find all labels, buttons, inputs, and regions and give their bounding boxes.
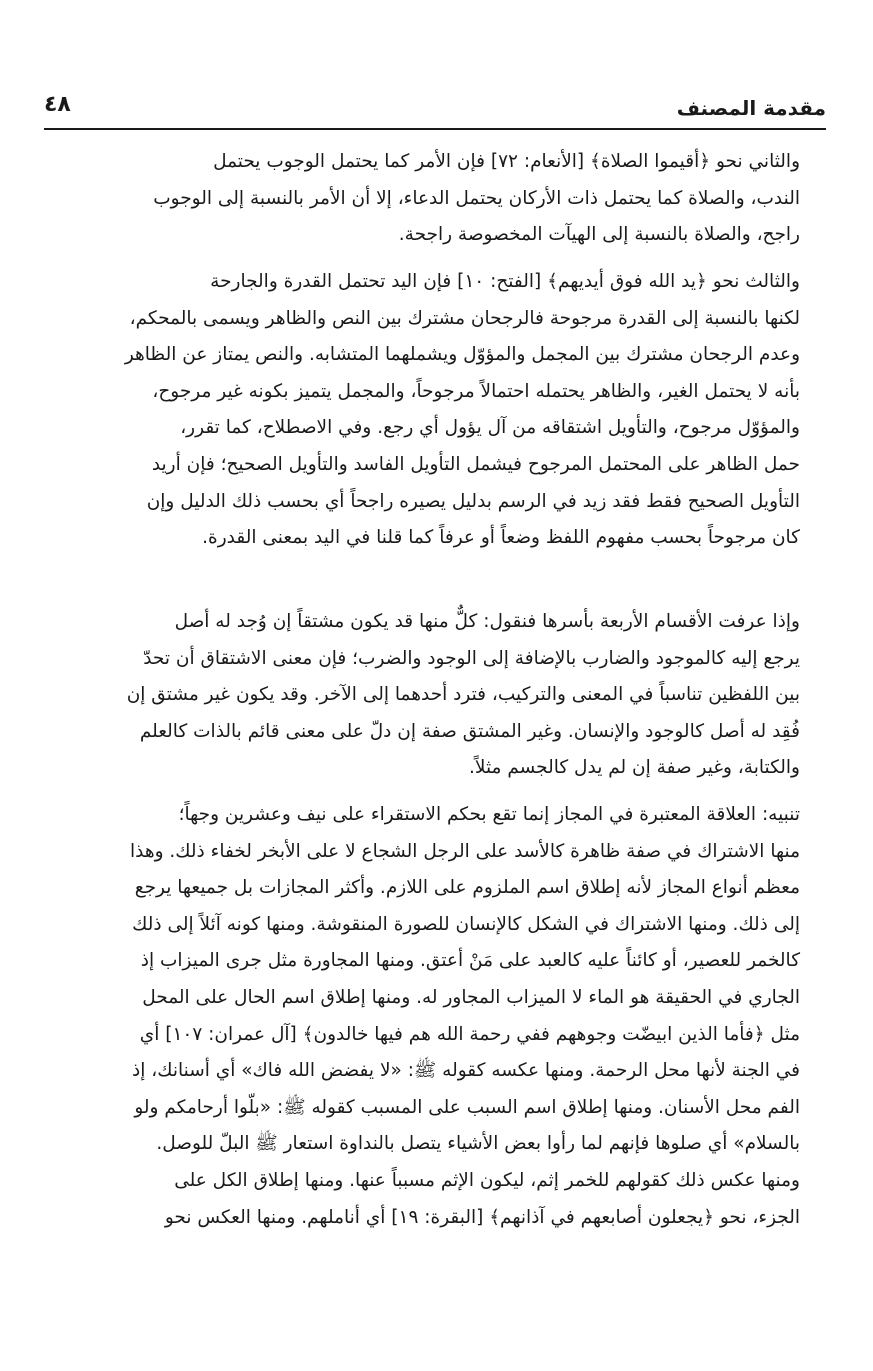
text-line: وعدم الرجحان مشترك بين المجمل والمؤوّل ويشملهما المتشابه. والنص يمتاز عن الظاهر: [124, 344, 800, 366]
book-page: [44, 90, 826, 1236]
body-text: [44, 144, 826, 1236]
text-line: والثاني نحو ﴿أقيموا الصلاة﴾ [الأنعام: ٧٢] فإن الأمر كما يحتمل الوجوب يحتمل: [213, 151, 800, 172]
paragraph: [44, 797, 826, 1236]
text-line: لكنها بالنسبة إلى القدرة مرجوحة فالرجحان مشترك بين النص والظاهر ويسمى بالمحكم،: [129, 307, 800, 329]
text-line: يرجع إليه كالموجود والضارب بالإضافة إلى الوجود والضرب؛ فإن معنى الاشتقاق أن تحدّ: [143, 647, 800, 669]
text-line: حمل الظاهر على المحتمل المرجوح فيشمل التأويل الفاسد والتأويل الصحيح؛ فإن أريد: [151, 453, 800, 475]
text-line: الجاري في الحقيقة هو الماء لا الميزاب المجاور له. ومنها إطلاق اسم الحال على المحل: [142, 986, 800, 1008]
text-line: والمؤوّل مرجوح، والتأويل اشتقاقه من آل يؤول أي رجع. وفي الاصطلاح، كما تقرر،: [180, 417, 800, 439]
text-line: بالسلام» أي صلوها فإنهم لما رأوا بعض الأشياء يتصل بالنداوة استعار ﷺ البلّ للوصل.: [156, 1133, 800, 1155]
paragraph: [44, 144, 826, 254]
text-line: في الجنة لأنها محل الرحمة. ومنها عكسه كقوله ﷺ: «لا يفضض الله فاك» أي أسنانك، إذ: [132, 1060, 800, 1082]
text-line: بأنه لا يحتمل الغير، والظاهر يحتمله احتمالاً مرجوحاً، والمجمل يتميز بكونه غير مرجوح،: [152, 380, 800, 402]
text-line: التأويل الصحيح فقط فقد زيد في الرسم بدليل يصيره راجحاً أي بحسب ذلك الدليل وإن: [146, 490, 800, 512]
text-line: كان مرجوحاً بحسب مفهوم اللفظ وضعاً أو عرفاً كما قلنا في اليد بمعنى القدرة.: [202, 527, 800, 549]
text-line: إلى ذلك. ومنها الاشتراك في الشكل كالإنسان للصورة المنقوشة. ومنها كونه آئلاً إلى ذلك: [132, 913, 800, 935]
text-line: والثالث نحو ﴿يد الله فوق أيديهم﴾ [الفتح: ١٠] فإن اليد تحتمل القدرة والجارحة: [210, 271, 800, 292]
paragraph: [44, 264, 826, 594]
text-line: والكتابة، وغير صفة إن لم يدل كالجسم مثلاً.: [469, 757, 800, 779]
text-line: وإذا عرفت الأقسام الأربعة بأسرها فنقول: كلٌّ منها قد يكون مشتقاً إن وُجد له أصل: [174, 611, 800, 632]
text-line: معظم أنواع المجاز لأنه إطلاق اسم الملزوم على اللازم. وأكثر المجازات بل جميعها يرجع: [134, 877, 800, 899]
text-line: ومنها عكس ذلك كقولهم للخمر إثم، ليكون الإثم مسبباً عنها. ومنها إطلاق الكل على: [174, 1169, 800, 1191]
page-number: ٤٨: [44, 92, 71, 117]
text-line: منها الاشتراك في صفة ظاهرة كالأسد على الرجل الشجاع لا على الأبخر لخفاء ذلك. وهذا: [129, 840, 800, 862]
paragraph: [44, 604, 826, 787]
running-header: [44, 90, 826, 130]
text-line: الندب، والصلاة كما يحتمل ذات الأركان يحتمل الدعاء، إلا أن الأمر بالنسبة إلى الوجوب: [153, 187, 800, 209]
text-line: مثل ﴿فأما الذين ابيضّت وجوههم ففي رحمة الله هم فيها خالدون﴾ [آل عمران: ١٠٧] أي: [139, 1023, 800, 1045]
text-line: كالخمر للعصير، أو كائناً عليه كالعبد على مَنْ أعتق. ومنها المجاورة مثل جرى الميزاب إذ: [140, 950, 800, 972]
text-line: الفم محل الأسنان. ومنها إطلاق اسم السبب على المسبب كقوله ﷺ: «بلّوا أرحامكم ولو: [134, 1096, 800, 1118]
text-line: فُقِد له أصل كالوجود والإنسان. وغير المشتق صفة إن دلّ على معنى قائم بالذات كالعلم: [139, 720, 800, 742]
text-line: تنبيه: العلاقة المعتبرة في المجاز إنما تقع بحكم الاستقراء على نيف وعشرين وجهاً؛: [178, 804, 800, 825]
chapter-title: مقدمة المصنف: [676, 96, 826, 120]
text-line: الجزء، نحو ﴿يجعلون أصابعهم في آذانهم﴾ [البقرة: ١٩] أي أناملهم. ومنها العكس نحو: [164, 1206, 800, 1228]
text-line: بين اللفظين تناسباً في المعنى والتركيب، فترد أحدهما إلى الآخر. وقد يكون غير مشتق إن: [126, 684, 800, 706]
text-line: راجح، والصلاة بالنسبة إلى الهيآت المخصوصة راجحة.: [398, 224, 800, 246]
